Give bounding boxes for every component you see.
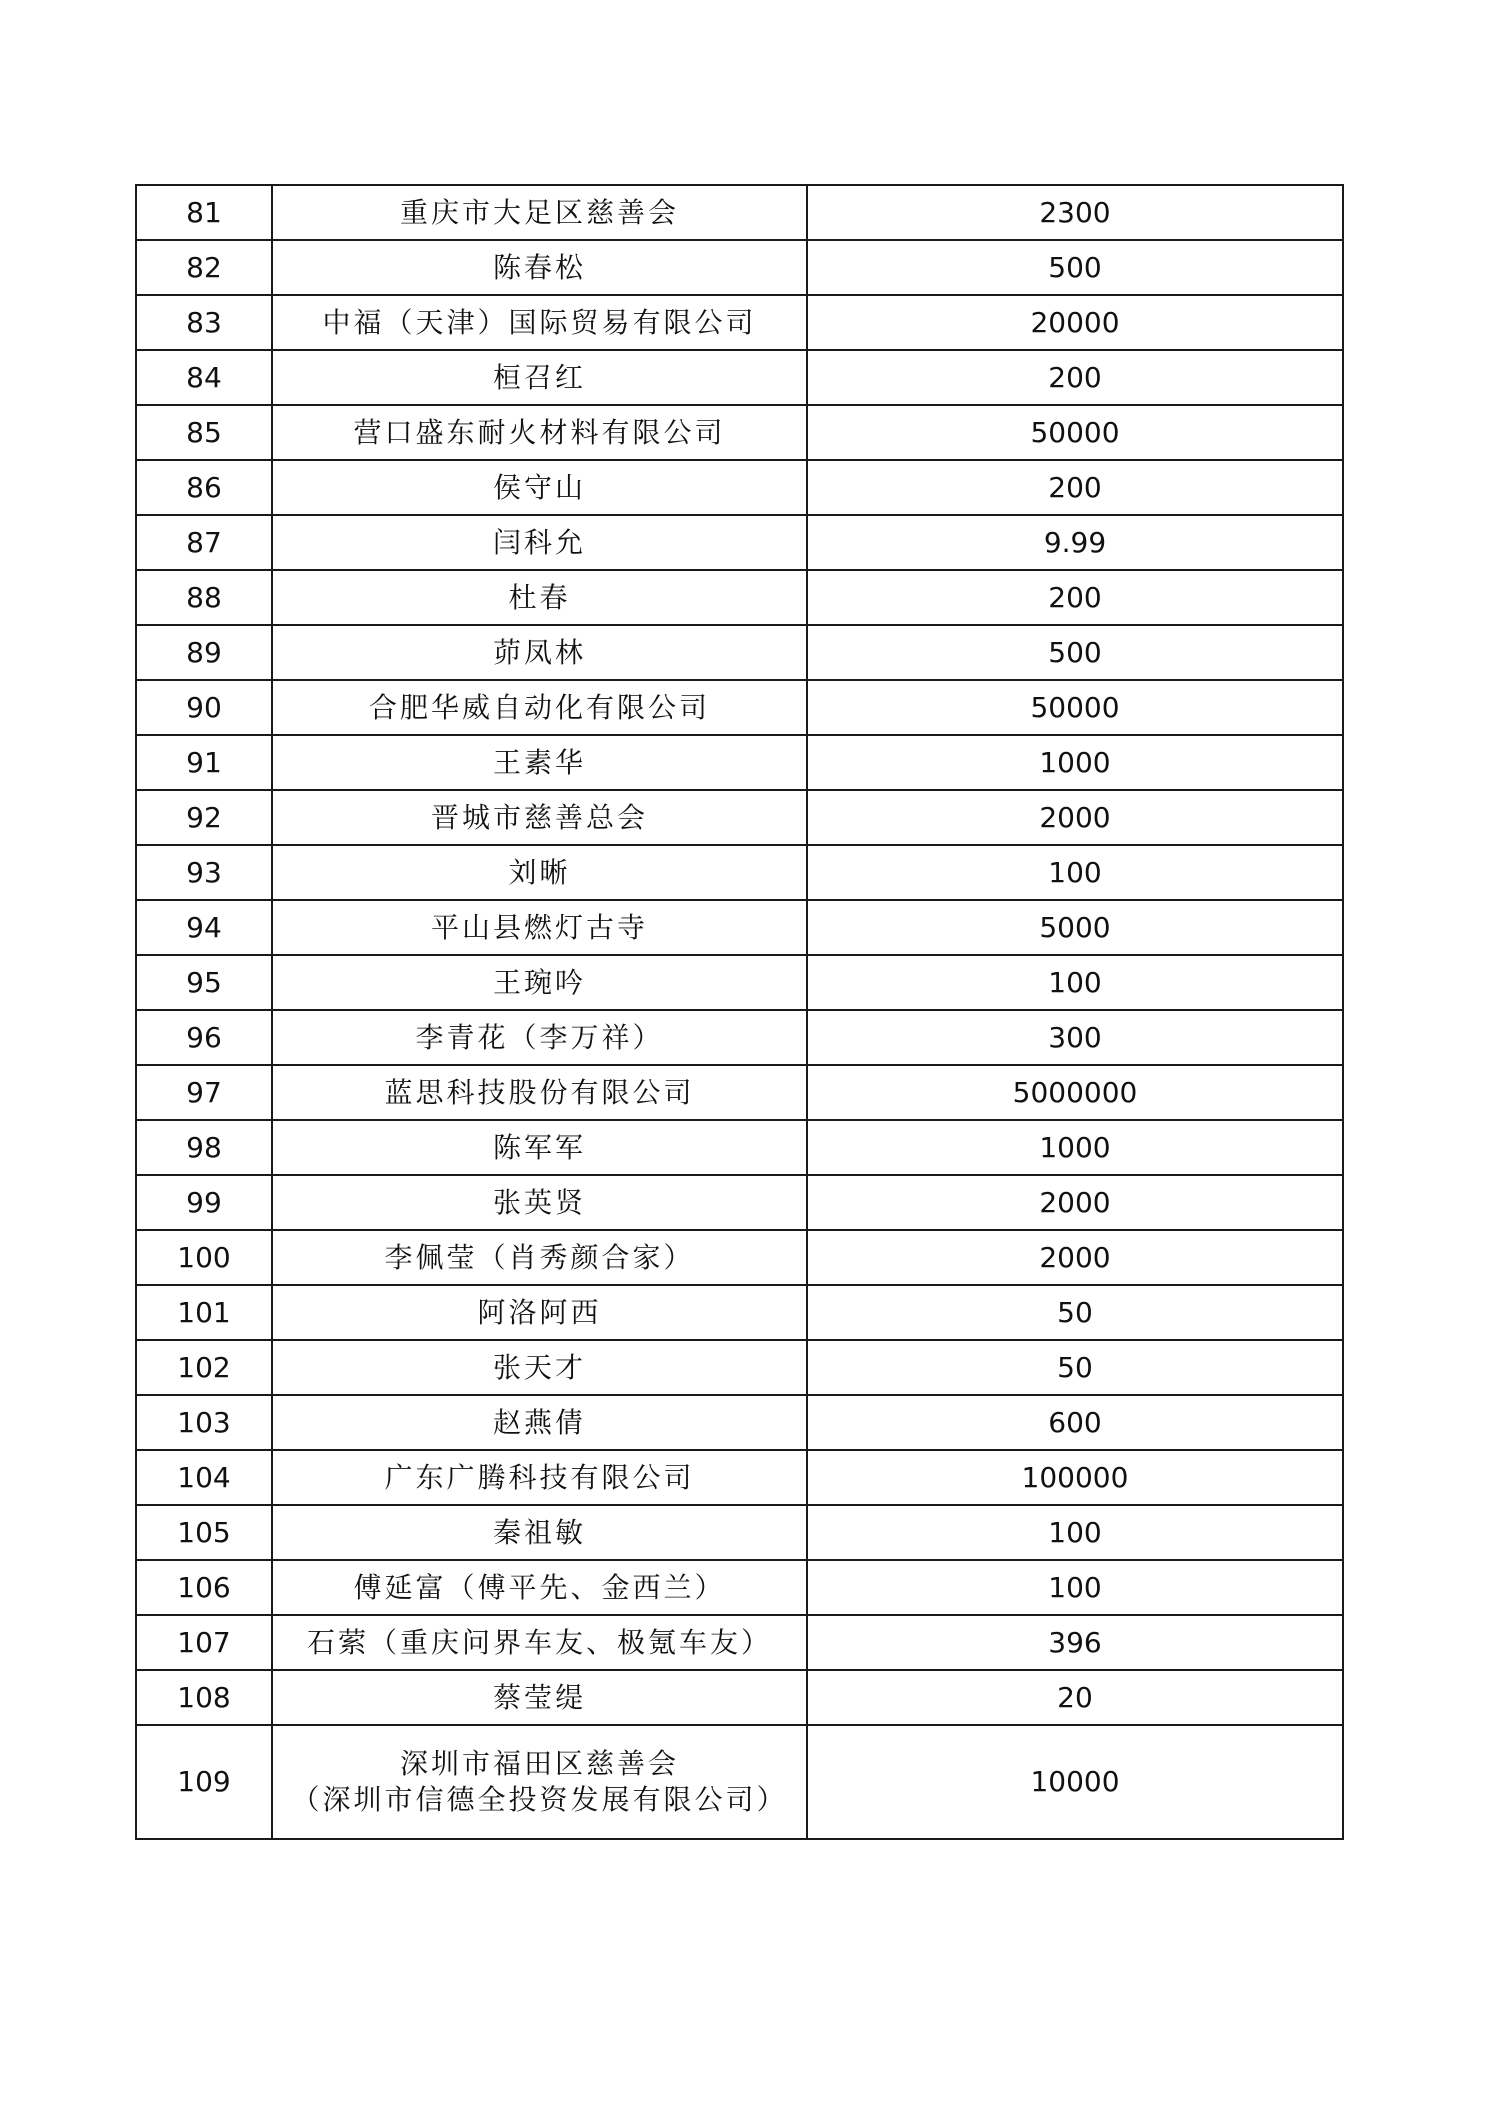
row-number-cell: 87	[136, 515, 272, 570]
table-row	[136, 1285, 1343, 1340]
donor-name-line: 桓召红	[492, 360, 586, 394]
table-row	[136, 790, 1343, 845]
donor-name-cell	[272, 1725, 807, 1839]
table-row	[136, 1120, 1343, 1175]
donor-name-cell	[272, 900, 807, 955]
donor-name-line: 蓝思科技股份有限公司	[384, 1075, 695, 1109]
donor-name-line: 秦祖敏	[492, 1515, 586, 1549]
donor-name-line: 营口盛东耐火材料有限公司	[353, 415, 726, 449]
row-number-cell: 88	[136, 570, 272, 625]
table-row	[136, 240, 1343, 295]
row-number-cell: 101	[136, 1285, 272, 1340]
donor-name-line: 闫科允	[492, 525, 586, 559]
donor-name-line: 茆凤林	[492, 635, 586, 669]
amount-cell: 20	[807, 1670, 1343, 1725]
amount-cell: 50000	[807, 680, 1343, 735]
table-row	[136, 1615, 1343, 1670]
table-row	[136, 1340, 1343, 1395]
row-number-cell: 83	[136, 295, 272, 350]
donor-name-cell	[272, 1230, 807, 1285]
donor-name-cell	[272, 350, 807, 405]
donor-name-cell	[272, 1065, 807, 1120]
amount-cell: 500	[807, 625, 1343, 680]
table-row	[136, 1065, 1343, 1120]
row-number-cell: 95	[136, 955, 272, 1010]
amount-cell: 300	[807, 1010, 1343, 1065]
donor-name-line: 中福（天津）国际贸易有限公司	[322, 305, 757, 339]
row-number-cell: 89	[136, 625, 272, 680]
donor-name-line: 王素华	[492, 745, 586, 779]
table-row	[136, 1175, 1343, 1230]
table-row	[136, 570, 1343, 625]
row-number-cell: 84	[136, 350, 272, 405]
table-row	[136, 1230, 1343, 1285]
donor-name-line: 石萦（重庆问界车友、极氪车友）	[306, 1625, 772, 1659]
donor-name-cell	[272, 1010, 807, 1065]
table-row	[136, 350, 1343, 405]
amount-cell: 200	[807, 570, 1343, 625]
table-row	[136, 1505, 1343, 1560]
donor-name-cell	[272, 240, 807, 295]
donor-name-cell	[272, 1505, 807, 1560]
donor-name-line: 合肥华威自动化有限公司	[368, 690, 710, 724]
amount-cell: 5000000	[807, 1065, 1343, 1120]
amount-cell: 500	[807, 240, 1343, 295]
donor-name-cell	[272, 955, 807, 1010]
amount-cell: 50000	[807, 405, 1343, 460]
donor-name-cell	[272, 625, 807, 680]
amount-cell: 100	[807, 845, 1343, 900]
donor-name-line: 李青花（李万祥）	[415, 1020, 664, 1054]
donor-name-line: 刘晰	[508, 855, 571, 889]
donor-name-cell	[272, 1560, 807, 1615]
row-number-cell: 102	[136, 1340, 272, 1395]
donor-name-cell	[272, 680, 807, 735]
row-number-cell: 107	[136, 1615, 272, 1670]
donor-name-line: 李佩莹（肖秀颜合家）	[384, 1240, 695, 1274]
table-row	[136, 1395, 1343, 1450]
donor-name-line: 平山县燃灯古寺	[430, 910, 648, 944]
donor-name-cell	[272, 405, 807, 460]
row-number-cell: 96	[136, 1010, 272, 1065]
donor-name-line: 重庆市大足区慈善会	[399, 195, 679, 229]
table-row	[136, 405, 1343, 460]
donor-name-line: 张天才	[492, 1350, 586, 1384]
table-row	[136, 1010, 1343, 1065]
row-number-cell: 82	[136, 240, 272, 295]
donor-name-line: 陈春松	[492, 250, 586, 284]
table-row	[136, 735, 1343, 790]
donor-name-line: （深圳市信德全投资发展有限公司）	[291, 1783, 788, 1816]
donation-table	[135, 184, 1344, 1840]
donor-name-cell	[272, 735, 807, 790]
row-number-cell: 103	[136, 1395, 272, 1450]
amount-cell: 2000	[807, 1175, 1343, 1230]
table-row	[136, 680, 1343, 735]
donor-name-cell	[272, 1120, 807, 1175]
amount-cell: 1000	[807, 1120, 1343, 1175]
table-row	[136, 1450, 1343, 1505]
row-number-cell: 105	[136, 1505, 272, 1560]
row-number-cell: 94	[136, 900, 272, 955]
amount-cell: 50	[807, 1285, 1343, 1340]
donor-name-line: 王琬吟	[492, 965, 586, 999]
amount-cell: 100	[807, 955, 1343, 1010]
table-row	[136, 1560, 1343, 1615]
row-number-cell: 81	[136, 185, 272, 240]
amount-cell: 396	[807, 1615, 1343, 1670]
table-row	[136, 185, 1343, 240]
row-number-cell: 85	[136, 405, 272, 460]
donor-name-cell	[272, 1340, 807, 1395]
amount-cell: 200	[807, 350, 1343, 405]
table-row	[136, 460, 1343, 515]
table-row	[136, 1670, 1343, 1725]
donor-name-line: 张英贤	[492, 1185, 586, 1219]
donor-name-cell	[272, 460, 807, 515]
table-row	[136, 625, 1343, 680]
donor-name-line: 杜春	[508, 580, 571, 614]
donor-name-cell	[272, 1615, 807, 1670]
donor-name-cell	[272, 570, 807, 625]
row-number-cell: 99	[136, 1175, 272, 1230]
donor-name-line: 晋城市慈善总会	[430, 800, 648, 834]
amount-cell: 2000	[807, 1230, 1343, 1285]
amount-cell: 100000	[807, 1450, 1343, 1505]
donor-name-line: 阿洛阿西	[477, 1295, 602, 1329]
amount-cell: 2300	[807, 185, 1343, 240]
amount-cell: 1000	[807, 735, 1343, 790]
amount-cell: 100	[807, 1560, 1343, 1615]
row-number-cell: 93	[136, 845, 272, 900]
row-number-cell: 109	[136, 1725, 272, 1839]
donor-name-cell	[272, 515, 807, 570]
donor-name-cell	[272, 295, 807, 350]
donor-name-cell	[272, 1395, 807, 1450]
donor-name-cell	[272, 845, 807, 900]
donor-name-line: 广东广腾科技有限公司	[384, 1460, 695, 1494]
amount-cell: 10000	[807, 1725, 1343, 1839]
row-number-cell: 104	[136, 1450, 272, 1505]
donor-name-line: 侯守山	[492, 470, 586, 504]
amount-cell: 20000	[807, 295, 1343, 350]
row-number-cell: 100	[136, 1230, 272, 1285]
table-row	[136, 845, 1343, 900]
amount-cell: 9.99	[807, 515, 1343, 570]
amount-cell: 2000	[807, 790, 1343, 845]
table-row	[136, 295, 1343, 350]
donor-name-line: 赵燕倩	[492, 1405, 586, 1439]
amount-cell: 100	[807, 1505, 1343, 1560]
table-row	[136, 955, 1343, 1010]
donor-name-line: 傅延富（傅平先、金西兰）	[353, 1570, 726, 1604]
donor-name-cell	[272, 1450, 807, 1505]
donor-name-line: 深圳市福田区慈善会	[399, 1747, 679, 1780]
table-row	[136, 900, 1343, 955]
amount-cell: 5000	[807, 900, 1343, 955]
donor-name-cell	[272, 1670, 807, 1725]
row-number-cell: 98	[136, 1120, 272, 1175]
row-number-cell: 97	[136, 1065, 272, 1120]
row-number-cell: 92	[136, 790, 272, 845]
row-number-cell: 90	[136, 680, 272, 735]
donor-name-line: 陈军军	[492, 1130, 586, 1164]
amount-cell: 200	[807, 460, 1343, 515]
donor-name-cell	[272, 1285, 807, 1340]
row-number-cell: 86	[136, 460, 272, 515]
donor-name-cell	[272, 790, 807, 845]
donor-name-line: 蔡莹缇	[492, 1680, 586, 1714]
table-row	[136, 1725, 1343, 1839]
amount-cell: 600	[807, 1395, 1343, 1450]
row-number-cell: 108	[136, 1670, 272, 1725]
table-body	[136, 185, 1343, 1839]
donor-name-cell	[272, 185, 807, 240]
donor-name-cell	[272, 1175, 807, 1230]
row-number-cell: 106	[136, 1560, 272, 1615]
row-number-cell: 91	[136, 735, 272, 790]
amount-cell: 50	[807, 1340, 1343, 1395]
table-row	[136, 515, 1343, 570]
